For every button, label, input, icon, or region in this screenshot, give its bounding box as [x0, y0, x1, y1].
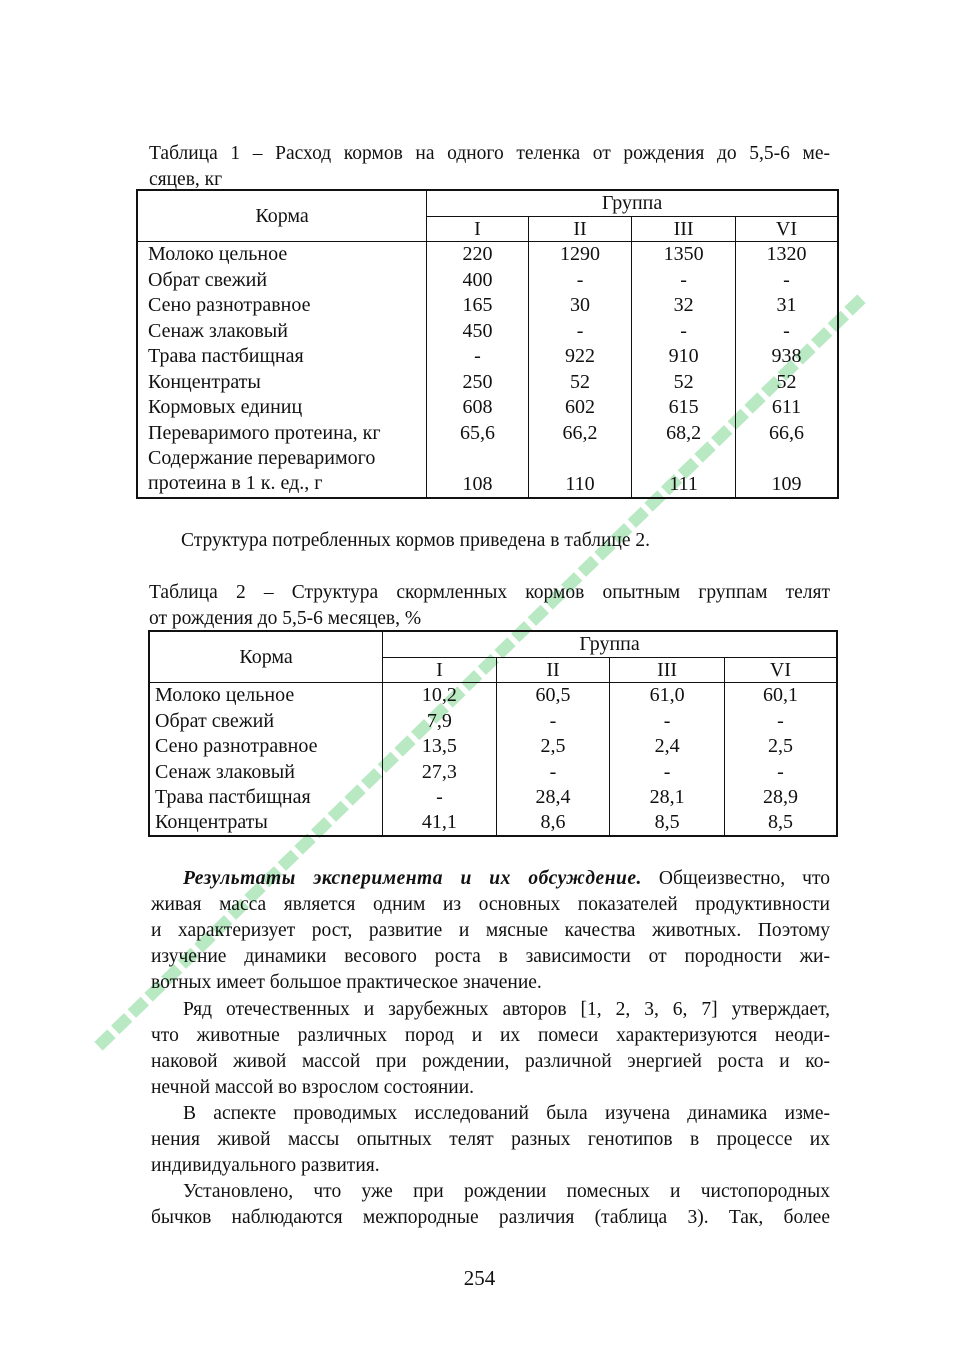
row-label: Переваримого протеина, кг	[148, 421, 381, 444]
cell-value: 32	[632, 293, 736, 319]
cell-value: 28,4	[496, 785, 610, 811]
cell-value: 61,0	[610, 683, 725, 709]
cell-value: 10,2	[383, 683, 497, 709]
cell-value: -	[735, 267, 838, 293]
cell-value: 8,6	[496, 810, 610, 836]
cell-value: -	[528, 267, 632, 293]
cell-value: 41,1	[383, 810, 497, 836]
table-row	[149, 785, 837, 811]
cell-value: 28,9	[724, 785, 837, 811]
table1-header-group-2: II	[528, 216, 632, 242]
cell-value: 910	[632, 344, 736, 370]
cell-value: 13,5	[383, 734, 497, 760]
cell-value: -	[383, 785, 497, 811]
table1-header-group-1: I	[427, 216, 529, 242]
table-row	[149, 810, 837, 836]
paragraph-line: что животные различных пород и их помеси характеризуются неоди-	[151, 1025, 830, 1046]
cell-value: 938	[735, 344, 838, 370]
cell-value: 8,5	[724, 810, 837, 836]
table2-header-group: Группа	[383, 631, 837, 657]
table-row	[149, 734, 837, 760]
table2-caption	[149, 580, 830, 632]
paragraph-line: наковой живой массой при рождении, различной энергией роста и ко-	[151, 1051, 830, 1072]
paragraph-line	[151, 866, 830, 892]
table2-header-group-3: III	[610, 657, 725, 683]
cell-value: 608	[427, 395, 529, 421]
cell-value: 31	[735, 293, 838, 319]
paragraph-line: и характеризует рост, развитие и мясные качества животных. Поэтому	[151, 920, 830, 941]
table2-header-group-1: I	[383, 657, 497, 683]
table-row	[137, 344, 838, 370]
cell-value: 7,9	[383, 708, 497, 734]
cell-value: -	[610, 708, 725, 734]
row-label-line1: Содержание переваримого	[148, 446, 376, 469]
paragraph-authors	[151, 997, 830, 1101]
cell-value: 28,1	[610, 785, 725, 811]
cell-value: 66,2	[528, 420, 632, 446]
cell-value: -	[496, 708, 610, 734]
cell-value: 52	[632, 369, 736, 395]
cell-value: 27,3	[383, 759, 497, 785]
row-label: Сенаж злаковый	[148, 319, 288, 342]
table1-caption-line2: сяцев, кг	[149, 169, 223, 190]
cell-value: 602	[528, 395, 632, 421]
paragraph-line: индивидуального развития.	[151, 1155, 380, 1176]
table2-caption-line2: от рождения до 5,5-6 месяцев, %	[149, 608, 422, 629]
table1	[136, 189, 839, 499]
paragraph-line: вотных имеет большое практическое значение.	[151, 972, 542, 993]
table-row	[149, 708, 837, 734]
cell-value: 60,5	[496, 683, 610, 709]
paragraph-text: Общеизвестно, что	[641, 868, 830, 889]
cell-value: 30	[528, 293, 632, 319]
row-label: Трава пастбищная	[148, 345, 304, 367]
cell-value: 450	[427, 318, 529, 344]
cell-value: 2,5	[496, 734, 610, 760]
row-label: Молоко цельное	[148, 243, 288, 266]
table-row	[137, 395, 838, 421]
cell-value: -	[632, 318, 736, 344]
table1-caption-line1: Таблица 1 – Расход кормов на одного теленка от рождения до 5,5-6 ме-	[149, 143, 830, 164]
cell-value: 400	[427, 267, 529, 293]
cell-value: -	[427, 344, 529, 370]
cell-value: 110	[528, 446, 632, 498]
watermark-segment	[578, 556, 599, 577]
paragraph-line: изучение динамики весового роста в зависимости от породности жи-	[151, 946, 830, 967]
cell-value: -	[610, 759, 725, 785]
structure-sentence: Структура потребленных кормов приведена в таблице 2.	[181, 530, 650, 551]
watermark-segment	[111, 1013, 132, 1034]
paragraph-aspect	[151, 1101, 830, 1179]
table1-header-group-4: VI	[735, 216, 838, 242]
row-label: Обрат свежий	[155, 709, 275, 732]
watermark-segment	[94, 1029, 115, 1050]
paragraph-line: живая масса является одним из основных показателей продуктивности	[151, 894, 830, 915]
cell-value: 2,5	[724, 734, 837, 760]
paragraph-line: нечной массой во взрослом состоянии.	[151, 1077, 475, 1098]
row-label: Сено разнотравное	[148, 294, 311, 316]
cell-value: -	[528, 318, 632, 344]
row-label: Сенаж злаковый	[155, 760, 295, 783]
cell-value: 108	[427, 446, 529, 498]
table-row	[137, 242, 838, 268]
cell-value: -	[632, 267, 736, 293]
paragraph-line: Ряд отечественных и зарубежных авторов [1, 2, 3, 6, 7] утверждает,	[183, 999, 830, 1020]
cell-value: 1320	[735, 242, 838, 268]
cell-value: 615	[632, 395, 736, 421]
cell-value: 52	[735, 369, 838, 395]
cell-value: 109	[735, 446, 838, 498]
cell-value: 65,6	[427, 420, 529, 446]
row-label: Трава пастбищная	[155, 786, 311, 808]
table1-header-group-3: III	[632, 216, 736, 242]
row-label-multiline	[137, 446, 427, 498]
row-label: Сено разнотравное	[155, 735, 318, 757]
watermark-segment	[294, 833, 315, 854]
cell-value: 220	[427, 242, 529, 268]
watermark-segment	[128, 997, 149, 1018]
cell-value: -	[735, 318, 838, 344]
watermark-segment	[844, 294, 865, 315]
table-row	[137, 267, 838, 293]
cell-value: 68,2	[632, 420, 736, 446]
table-row	[137, 420, 838, 446]
row-label: Концентраты	[148, 370, 261, 393]
cell-value: 611	[735, 395, 838, 421]
cell-value: 8,5	[610, 810, 725, 836]
table-row	[149, 683, 837, 709]
table-row	[137, 318, 838, 344]
cell-value: 66,6	[735, 420, 838, 446]
table1-caption	[149, 141, 830, 193]
table2-header-group-2: II	[496, 657, 610, 683]
paragraph-line: Установлено, что уже при рождении помесных и чистопородных	[183, 1181, 830, 1202]
paragraph-line: В аспекте проводимых исследований была изучена динамика изме-	[183, 1103, 830, 1124]
cell-value: 2,4	[610, 734, 725, 760]
cell-value: 1290	[528, 242, 632, 268]
cell-value: 60,1	[724, 683, 837, 709]
table2-header-feed: Корма	[149, 631, 383, 683]
cell-value: 1350	[632, 242, 736, 268]
table-row	[137, 369, 838, 395]
cell-value: 165	[427, 293, 529, 319]
cell-value: 922	[528, 344, 632, 370]
page-number: 254	[463, 1266, 496, 1290]
table1-header-group: Группа	[427, 190, 838, 216]
row-label: Кормовых единиц	[148, 396, 303, 418]
paragraph-results	[151, 866, 830, 996]
table1-header-feed: Корма	[137, 190, 427, 242]
cell-value: 250	[427, 369, 529, 395]
paragraph-line: бычков наблюдаются межпородные различия (таблица 3). Так, более	[151, 1207, 830, 1228]
table2	[148, 630, 838, 837]
cell-value: -	[724, 759, 837, 785]
row-label: Обрат свежий	[148, 268, 268, 291]
table-row	[137, 446, 838, 498]
table-row	[137, 293, 838, 319]
row-label-line2: протеина в 1 к. ед., г	[148, 472, 323, 494]
paragraph-established	[151, 1179, 830, 1231]
cell-value: -	[724, 708, 837, 734]
table-row	[149, 759, 837, 785]
row-label: Концентраты	[155, 811, 268, 833]
cell-value: 52	[528, 369, 632, 395]
section-heading: Результаты эксперимента и их обсуждение.	[183, 868, 642, 889]
cell-value: -	[496, 759, 610, 785]
table2-caption-line1: Таблица 2 – Структура скормленных кормов опытным группам телят	[149, 582, 830, 603]
row-label: Молоко цельное	[155, 684, 295, 707]
cell-value: 111	[632, 446, 736, 498]
paragraph-line: нения живой массы опытных телят разных генотипов в процессе их	[151, 1129, 830, 1150]
watermark-segment	[628, 507, 649, 528]
table2-header-group-4: VI	[724, 657, 837, 683]
